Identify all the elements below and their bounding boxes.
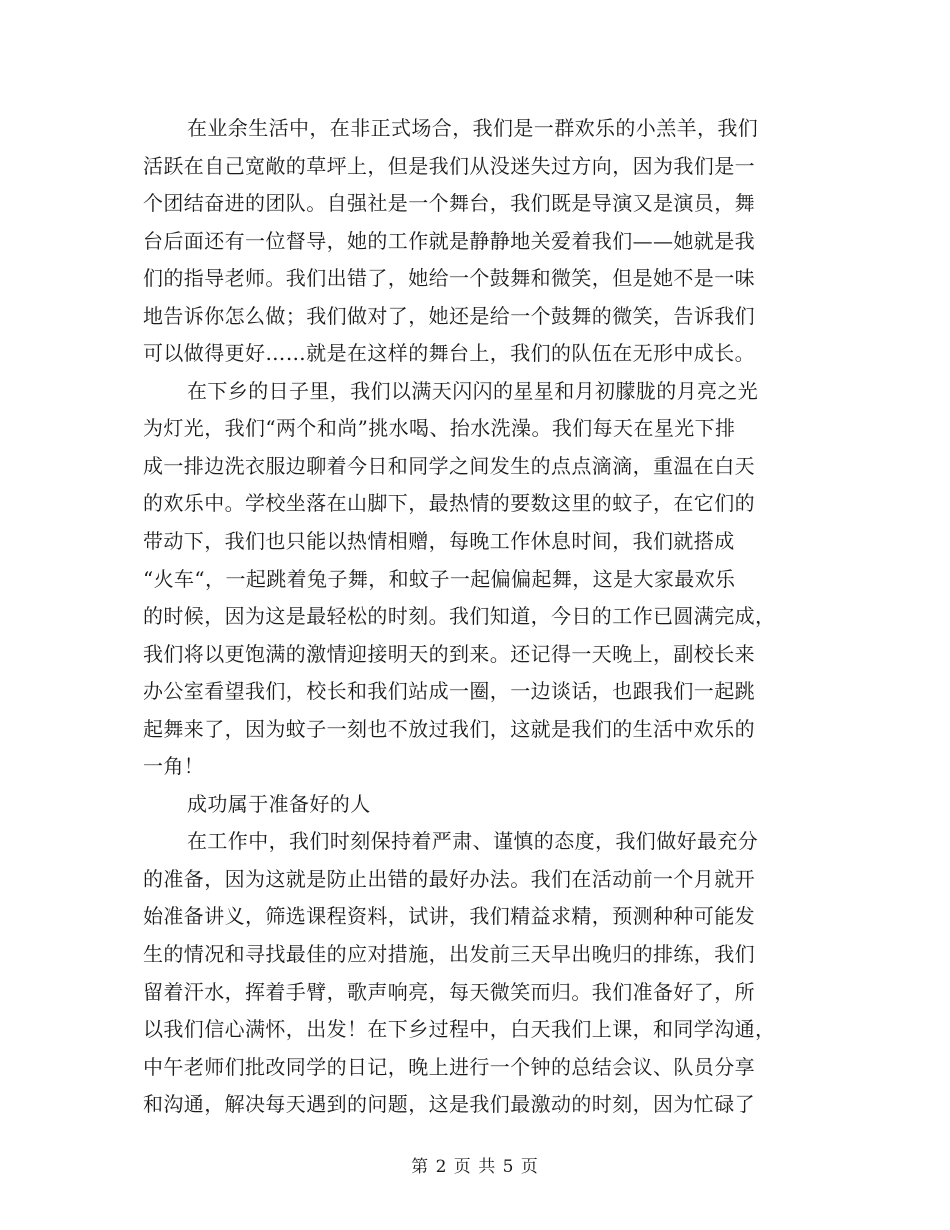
text-line: 的时候，因为这是最轻松的时刻。我们知道，今日的工作已圆满完成， <box>143 604 776 629</box>
section-heading: 成功属于准备好的人 <box>187 791 371 816</box>
text-line: 的欢乐中。学校坐落在山脚下，最热情的要数这里的蚊子，在它们的 <box>143 491 755 516</box>
text-line: 地告诉你怎么做；我们做对了，她还是给一个鼓舞的微笑，告诉我们 <box>143 303 755 328</box>
text-line: 生的情况和寻找最佳的应对措施，出发前三天早出晚归的排练，我们 <box>143 942 755 967</box>
text-line: 以我们信心满怀，出发！在下乡过程中，白天我们上课，和同学沟通， <box>143 1017 776 1042</box>
text-line: 活跃在自己宽敞的草坪上，但是我们从没迷失过方向，因为我们是一 <box>143 153 755 178</box>
text-line: 个团结奋进的团队。自强社是一个舞台，我们既是导演又是演员，舞 <box>143 191 755 216</box>
text-line: 始准备讲义，筛选课程资料，试讲，我们精益求精，预测种种可能发 <box>143 904 755 929</box>
text-line: “火车“，一起跳着兔子舞，和蚊子一起偏偏起舞，这是大家最欢乐 <box>143 566 736 591</box>
page-footer: 第 2 页 共 5 页 <box>411 1157 539 1177</box>
text-line: 在工作中，我们时刻保持着严肃、谨慎的态度，我们做好最充分 <box>187 829 759 854</box>
text-line: 留着汗水，挥着手臂，歌声响亮，每天微笑而归。我们准备好了，所 <box>143 979 755 1004</box>
text-line: 办公室看望我们，校长和我们站成一圈，一边谈话，也跟我们一起跳 <box>143 679 755 704</box>
body-text <box>143 110 807 1124</box>
text-line: 和沟通，解决每天遇到的问题，这是我们最激动的时刻，因为忙碌了 <box>143 1092 755 1117</box>
text-line: 带动下，我们也只能以热情相赠，每晚工作休息时间，我们就搭成 <box>143 529 735 554</box>
text-line: 的准备，因为这就是防止出错的最好办法。我们在活动前一个月就开 <box>143 866 755 891</box>
text-line: 在业余生活中，在非正式场合，我们是一群欢乐的小羔羊，我们 <box>187 116 759 140</box>
text-line: 我们将以更饱满的激情迎接明天的到来。还记得一天晚上，副校长来 <box>143 641 755 666</box>
text-line: 可以做得更好……就是在这样的舞台上，我们的队伍在无形中成长。 <box>143 341 755 366</box>
text-line: 台后面还有一位督导，她的工作就是静静地关爱着我们——她就是我 <box>143 228 755 253</box>
text-line: 为灯光，我们“两个和尚”挑水喝、抬水洗澡。我们每天在星光下排 <box>143 416 736 441</box>
text-line: 在下乡的日子里，我们以满天闪闪的星星和月初朦胧的月亮之光 <box>187 378 759 403</box>
text-line: 一角！ <box>143 754 205 779</box>
text-line: 们的指导老师。我们出错了，她给一个鼓舞和微笑，但是她不是一味 <box>143 266 755 291</box>
text-line: 中午老师们批改同学的日记，晚上进行一个钟的总结会议、队员分享 <box>143 1054 755 1079</box>
text-line: 成一排边洗衣服边聊着今日和同学之间发生的点点滴滴，重温在白天 <box>143 453 755 478</box>
text-line: 起舞来了，因为蚊子一刻也不放过我们，这就是我们的生活中欢乐的 <box>143 716 755 741</box>
